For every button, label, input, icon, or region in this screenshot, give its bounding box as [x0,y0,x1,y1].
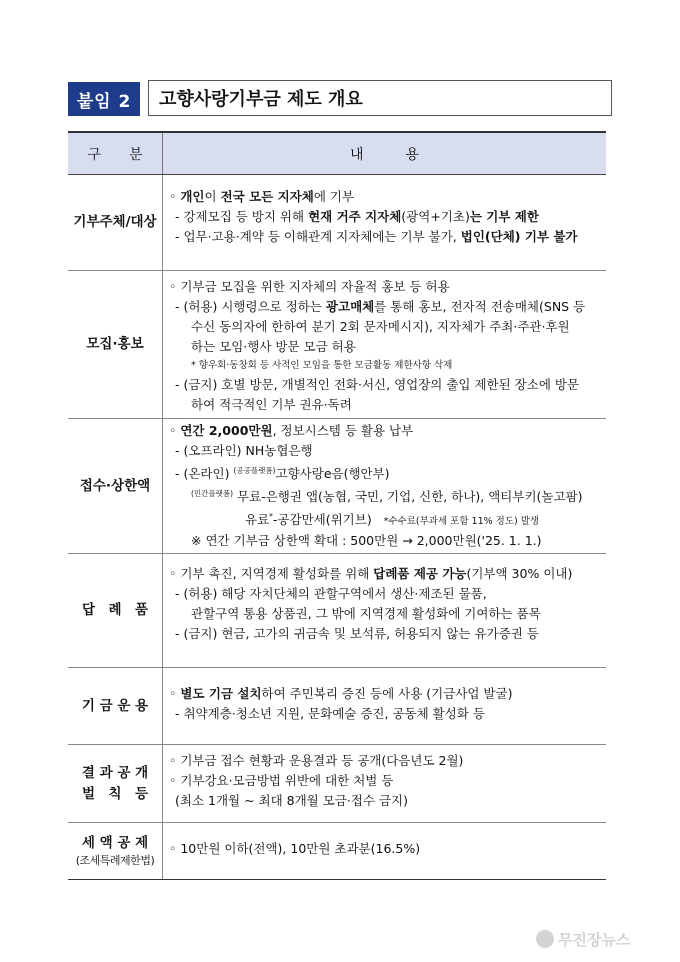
table-row [68,419,606,554]
document-title: 고향사랑기부금 제도 개요 [148,80,612,116]
list-item: ◦ 기부금 모집을 위한 지자체의 자율적 홍보 등 허용 [169,279,450,294]
header-content: 내 용 [349,146,420,163]
row-label: 접수·상한액 [68,419,163,553]
list-item: $^{(민간플랫폼)}$ 무료-은행권 앱(농협, 국민, 기업, 신한, 하나), 액티부키(놀고팜) [191,489,583,504]
list-item: - (오프라인) NH농협은행 [175,443,313,458]
list-item: ◦ 연간 2,000만원, 정보시스템 등 활용 납부 [169,423,414,438]
list-item: 하여 적극적인 기부 권유·독려 [191,397,352,412]
list-item: - 강제모집 등 방지 위해 현재 거주 지자체(광역+기초)는 기부 제한 [175,209,539,224]
row-label: 결 과 공 개 벌 칙 등 [68,745,163,822]
row-content [163,175,606,270]
overview-table [68,131,606,880]
list-item: - (금지) 현금, 고가의 귀금속 및 보석류, 허용되지 않는 유가증권 등 [175,626,539,641]
list-item: 수신 동의자에 한하여 분기 2회 문자메시지), 지자체가 주최·주관·후원 [191,319,570,334]
list-item: - (허용) 시행령으로 정하는 광고매체를 통해 홍보, 전자적 전송매체(SNS 등 [175,299,586,314]
row-label: 답 례 품 [68,554,163,667]
list-item: ◦ 10만원 이하(전액), 10만원 초과분(16.5%) [169,841,421,856]
row-label: 기부주체/대상 [68,175,163,270]
table-row [68,554,606,668]
attachment-badge: 붙임 2 [68,82,140,116]
list-item: ◦ 기부강요·모금방법 위반에 대한 처벌 등 [169,773,394,788]
list-item: 유료*-공감만세(위기브) *수수료(부과세 포함 11% 정도) 발생 [245,512,540,527]
row-content [163,271,606,418]
row-label: 세 액 공 제 (조세특례제한법) [68,823,163,879]
list-item: 관할구역 통용 상품권, 그 밖에 지역경제 활성화에 기여하는 품목 [191,606,541,621]
title-row [68,80,614,118]
list-item: - (금지) 호별 방문, 개별적인 전화·서신, 영업장의 출입 제한된 장소에 방문 [175,377,580,392]
table-row [68,668,606,745]
table-row [68,175,606,271]
list-item: ◦ 개인이 전국 모든 지자체에 기부 [169,189,355,204]
row-content [163,745,606,822]
list-item: ◦ 기부금 접수 현황과 운용결과 등 공개(다음년도 2월) [169,753,464,768]
list-item: 하는 모임·행사 방문 모금 허용 [191,339,356,354]
list-item: - (온라인) $^{(공공플랫폼)}$고향사랑e음(행안부) [175,466,390,481]
logo-icon [536,930,554,948]
watermark: 무진장뉴스 [536,924,676,954]
row-label: 모집·홍보 [68,271,163,418]
header-category: 구 분 [68,133,163,174]
table-row [68,271,606,419]
table-row [68,745,606,823]
row-content [163,823,606,879]
row-content [163,668,606,744]
list-item: ◦ 기부 촉진, 지역경제 활성화를 위해 답례품 제공 가능(기부액 30% 이내) [169,566,573,581]
list-item: - 취약계층·청소년 지원, 문화예술 증진, 공동체 활성화 등 [175,706,485,721]
table-row [68,823,606,880]
list-item: ◦ 별도 기금 설치하여 주민복리 증진 등에 사용 (기금사업 발굴) [169,686,513,701]
list-item: - 업무·고용·계약 등 이해관계 지자체에는 기부 불가, 법인(단체) 기부 불가 [175,229,578,244]
row-content [163,419,606,553]
list-item: (최소 1개월 ~ 최대 8개월 모금·접수 금지) [175,793,408,808]
list-item: - (허용) 해당 자치단체의 관할구역에서 생산·제조된 물품, [175,586,487,601]
footnote: * 향우회·동창회 등 사적인 모임을 통한 모금활동 제한사항 삭제 [191,360,453,371]
table-header [68,133,606,175]
row-label: 기 금 운 용 [68,668,163,744]
list-item: ※ 연간 기부금 상한액 확대 : 500만원 → 2,000만원('25. 1. 1.) [191,533,542,548]
row-content [163,554,606,667]
